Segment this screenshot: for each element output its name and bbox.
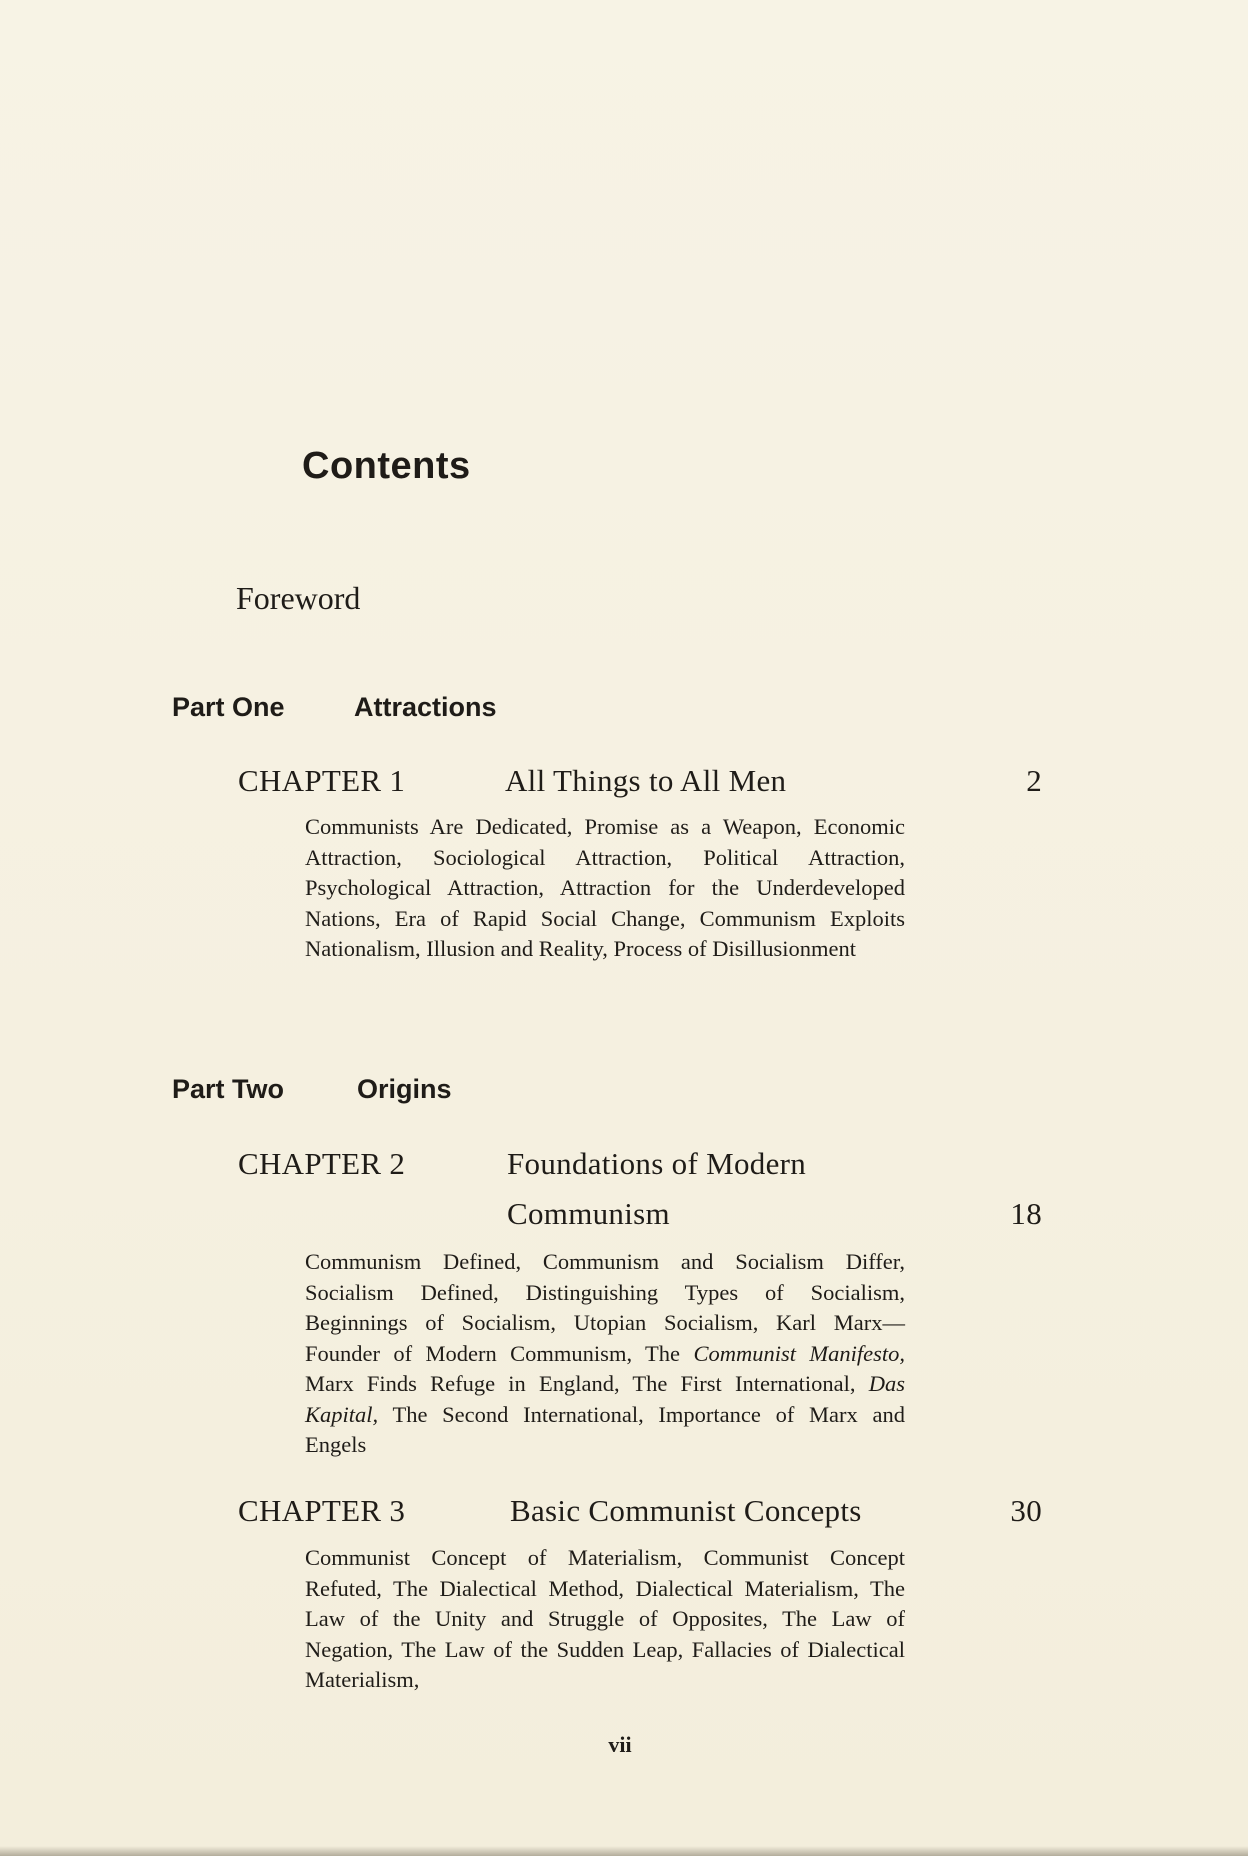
chapter-1-label: CHAPTER 1 [238, 763, 406, 798]
chapter-2-page-number: 18 [1010, 1196, 1042, 1231]
chapter-2-label: CHAPTER 2 [238, 1146, 406, 1181]
chapter-2-title-line-1: Foundations of Modern [507, 1146, 807, 1181]
chapter-3-page-number: 30 [1010, 1493, 1042, 1528]
chapter-2-description-part-c: The Second International, Importance of Marx and Engels [305, 1401, 905, 1457]
foreword-entry: Foreword [236, 580, 361, 616]
page-title: Contents [302, 445, 471, 487]
chapter-1-description: Communists Are Dedicated, Promise as a Weapon, Economic Attraction, Sociological Attraction, Political Attraction, Psychological Attraction, Attraction for the Underdeveloped Nations, Era of Rapid Social Change, Communism Exploits Nationalism, Illusion and Reality, Process of Disillusionment [305, 814, 905, 961]
part-one-label: Part One [172, 692, 285, 722]
chapter-2-description [305, 1247, 905, 1461]
chapter-2-description-italic-2: Das Kapital, [305, 1371, 905, 1427]
part-one-title: Attractions [354, 692, 497, 722]
chapter-3-title: Basic Communist Concepts [510, 1493, 862, 1528]
page-folio: vii [608, 1732, 632, 1757]
chapter-1-page-number: 2 [1026, 763, 1042, 798]
chapter-3-label: CHAPTER 3 [238, 1493, 406, 1528]
page-edge-shadow [0, 1846, 1248, 1856]
part-two-title: Origins [357, 1074, 452, 1104]
chapter-3-description: Communist Concept of Materialism, Communist Concept Refuted, The Dialectical Method, Dialectical Materialism, The Law of the Unity and Struggle of Opposites, The Law of Negation, The Law of the Sudden Leap, Fallacies of Dialectical Materialism, [305, 1545, 905, 1692]
chapter-2-title-line-2: Communism [507, 1196, 670, 1231]
chapter-2-description-part-a: Communism Defined, Communism and Socialism Differ, Socialism Defined, Distinguishing Types of Socialism, Beginnings of Socialism, Utopian Socialism, Karl Marx—Founder of Modern Communism, The [305, 1249, 905, 1366]
chapter-2-description-italic-1: Communist Manifesto, [693, 1340, 905, 1366]
chapter-1-title: All Things to All Men [505, 763, 787, 798]
chapter-2-description-part-b: Marx Finds Refuge in England, The First International, [305, 1371, 856, 1396]
part-two-label: Part Two [172, 1074, 285, 1104]
